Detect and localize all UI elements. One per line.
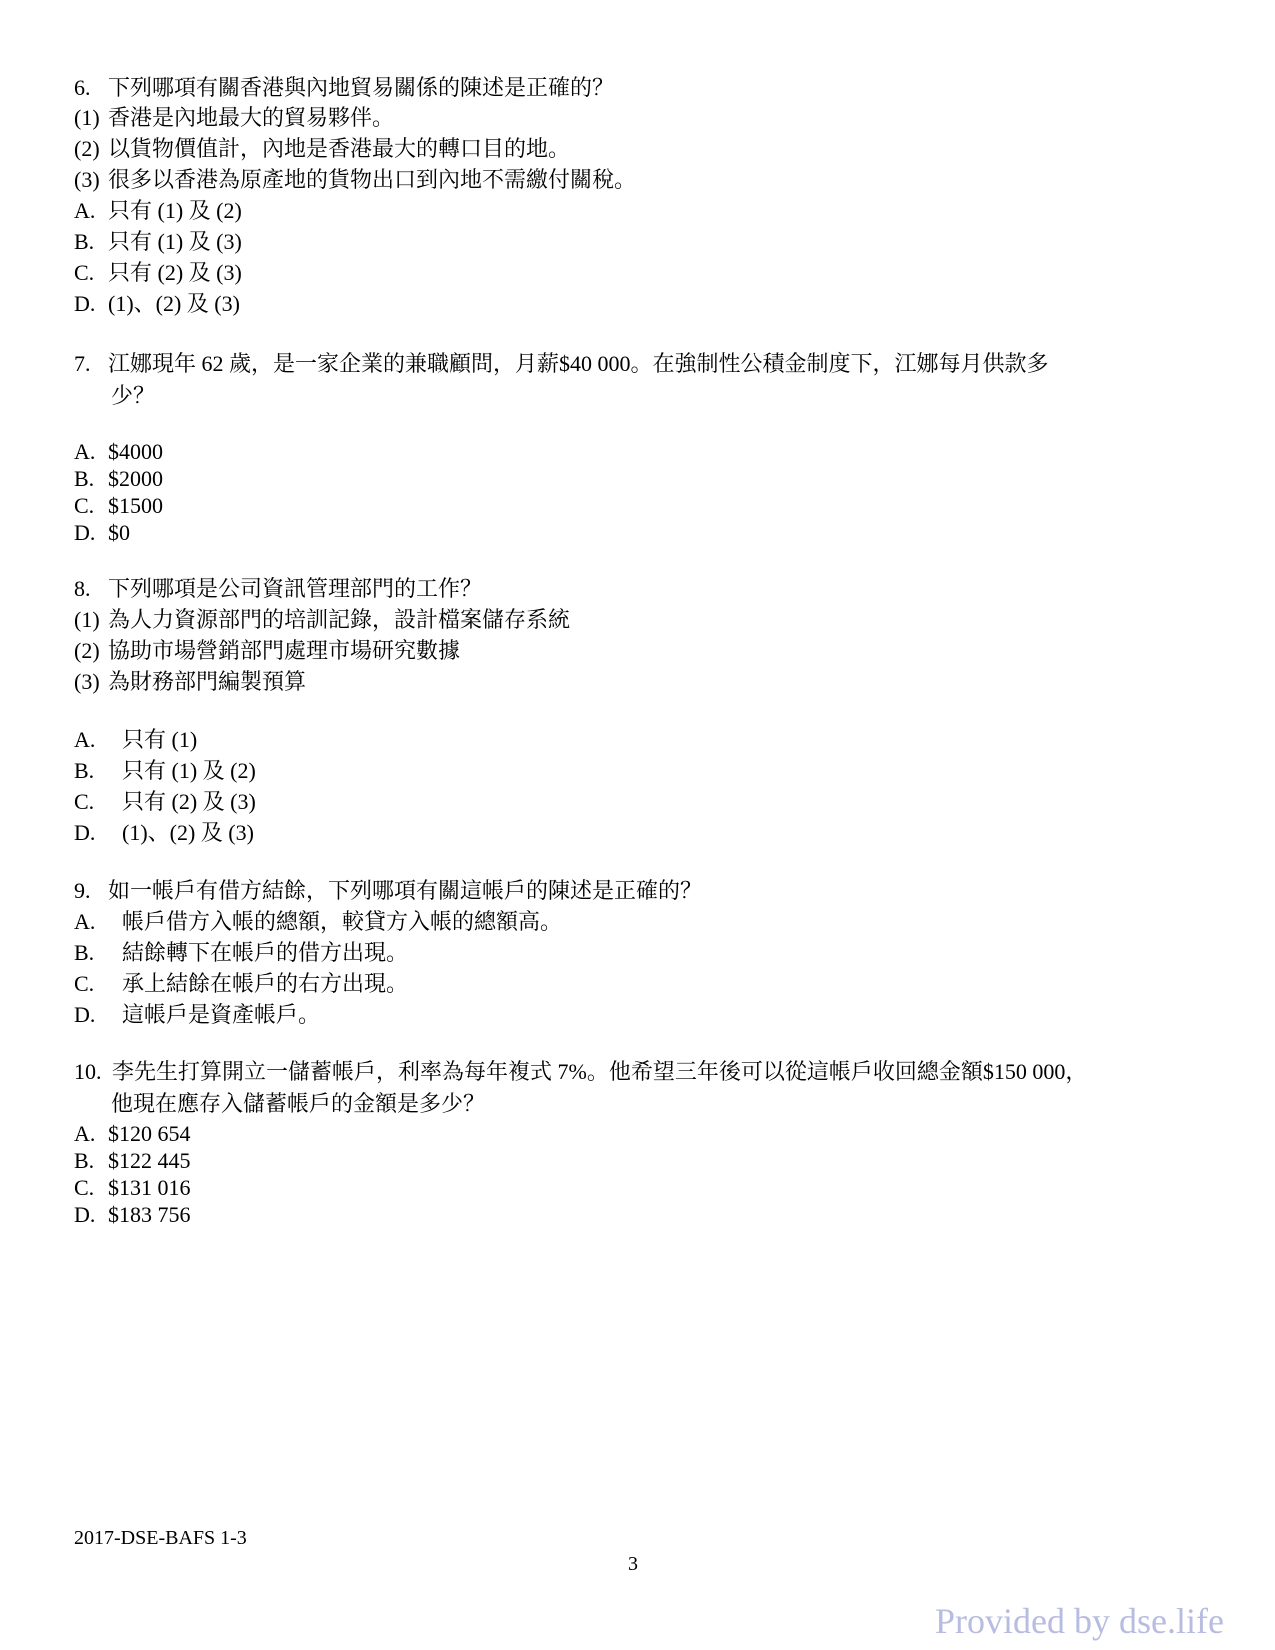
statement-text: 為財務部門編製預算 [108,669,307,694]
option-label: D. [74,291,96,316]
option-label: D. [74,820,96,845]
question-6-statement [74,166,636,194]
statement-label: (3) [74,167,100,192]
question-6-stem [74,74,614,102]
option-text: 承上結餘在帳戶的右方出現。 [122,971,409,996]
statement-text: 為人力資源部門的培訓記錄，設計檔案儲存系統 [108,607,571,632]
question-9-stem [74,877,702,905]
question-text: 下列哪項是公司資訊管理部門的工作？ [108,576,483,601]
question-8-statement [74,668,306,696]
option-text: $2000 [108,466,163,491]
question-text: 下列哪項有關香港與內地貿易關係的陳述是正確的？ [108,75,615,100]
option-label: A. [74,727,96,752]
question-9-option [74,970,408,998]
option-label: B. [74,1148,95,1173]
option-label: B. [74,229,95,254]
statement-label: (1) [74,607,100,632]
question-10-option [74,1147,191,1175]
question-number: 7. [74,351,91,376]
option-text: 只有 (1) 及 (2) [108,198,242,223]
option-label: A. [74,1121,96,1146]
question-6-option [74,259,242,287]
question-7-option [74,492,163,520]
question-6-option [74,290,240,318]
option-label: D. [74,1002,96,1027]
option-label: B. [74,466,95,491]
option-label: C. [74,493,95,518]
question-text: 江娜現年 62 歲，是一家企業的兼職顧問，月薪$40 000。在強制性公積金制度下，江娜每月供款多 [108,351,1049,376]
option-text: $120 654 [108,1121,191,1146]
question-8-statement [74,637,460,665]
statement-text: 很多以香港為原產地的貨物出口到內地不需繳付關稅。 [108,167,637,192]
option-label: C. [74,260,95,285]
question-10-option [74,1201,191,1229]
option-text: (1)、(2) 及 (3) [122,820,254,845]
question-9-option [74,1001,320,1029]
question-8-option [74,788,256,816]
question-9-option [74,939,408,967]
question-6-option [74,197,242,225]
option-text: 帳戶借方入帳的總額，較貸方入帳的總額高。 [122,909,563,934]
option-text: $183 756 [108,1202,191,1227]
question-10-option [74,1120,191,1148]
question-6-statement [74,135,570,163]
option-text: 只有 (2) 及 (3) [108,260,242,285]
option-text: 只有 (1) 及 (2) [122,758,256,783]
option-label: A. [74,909,96,934]
statement-label: (3) [74,669,100,694]
option-text: 結餘轉下在帳戶的借方出現。 [122,940,409,965]
option-text: $122 445 [108,1148,191,1173]
option-text: 只有 (1) 及 (3) [108,229,242,254]
question-number: 8. [74,576,91,601]
question-10-option [74,1174,191,1202]
statement-label: (1) [74,105,100,130]
question-8-option [74,757,256,785]
option-label: D. [74,520,96,545]
option-label: A. [74,439,96,464]
option-label: A. [74,198,96,223]
statement-text: 協助市場營銷部門處理市場研究數據 [108,638,461,663]
question-8-option [74,819,254,847]
option-text: (1)、(2) 及 (3) [108,291,240,316]
option-label: B. [74,940,95,965]
question-7-option [74,438,163,466]
question-7-stem-continued: 少？ [111,383,156,408]
question-8-statement [74,606,570,634]
question-number: 10. [74,1059,102,1084]
question-7-option [74,465,163,493]
question-number: 6. [74,75,91,100]
statement-text: 香港是內地最大的貿易夥伴。 [108,105,395,130]
statement-text: 以貨物價值計，內地是香港最大的轉口目的地。 [108,136,571,161]
watermark-link[interactable]: Provided by dse.life [935,1601,1224,1641]
question-10-stem [74,1058,1087,1086]
question-number: 9. [74,878,91,903]
option-text: 這帳戶是資產帳戶。 [122,1002,321,1027]
question-7-stem [74,350,1049,378]
option-text: $131 016 [108,1175,191,1200]
question-10-stem-continued: 他現在應存入儲蓄帳戶的金額是多少？ [111,1091,486,1116]
option-label: C. [74,1175,95,1200]
question-9-option [74,908,562,936]
option-label: C. [74,971,95,996]
option-text: $1500 [108,493,163,518]
question-7-option [74,519,130,547]
question-8-stem [74,575,482,603]
statement-label: (2) [74,638,100,663]
option-label: D. [74,1202,96,1227]
question-text: 李先生打算開立一儲蓄帳戶，利率為每年複式 7%。他希望三年後可以從這帳戶收回總金額$150 000， [112,1059,1088,1084]
option-text: $0 [108,520,130,545]
option-text: 只有 (2) 及 (3) [122,789,256,814]
question-6-option [74,228,242,256]
paper-code: 2017-DSE-BAFS 1-3 [74,1527,247,1549]
question-6-statement [74,104,394,132]
option-text: 只有 (1) [122,727,198,752]
statement-label: (2) [74,136,100,161]
option-label: C. [74,789,95,814]
question-text: 如一帳戶有借方結餘，下列哪項有關這帳戶的陳述是正確的？ [108,878,703,903]
page-number: 3 [628,1553,638,1575]
option-label: B. [74,758,95,783]
question-8-option [74,726,197,754]
option-text: $4000 [108,439,163,464]
